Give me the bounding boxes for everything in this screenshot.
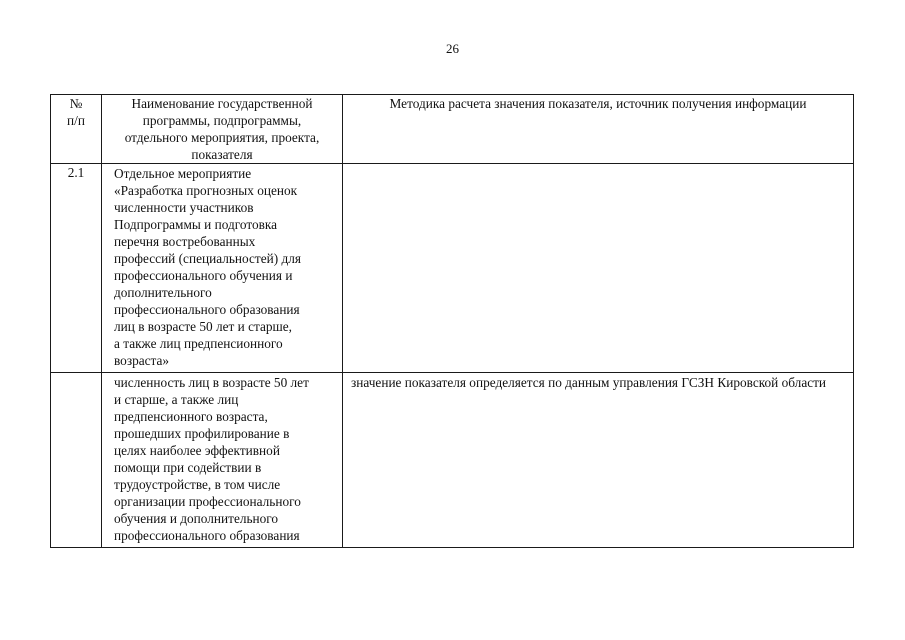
header-name-cell: Наименование государственной программы, подпрограммы, отдельного мероприятия, проекта, показателя [102, 95, 343, 164]
row-num-cell [51, 373, 102, 548]
table-row [51, 164, 854, 373]
row-method-cell: значение показателя определяется по данным управления ГСЗН Кировской области [343, 373, 854, 548]
page-number: 26 [446, 41, 459, 56]
row-name-cell: Отдельное мероприятие «Разработка прогнозных оценок численности участников Подпрограммы и подготовка перечня востребованных профессий (специальностей) для профессионального обучения и дополнительного профессионального образования лиц в возрасте 50 лет и старше, а также лиц предпенсионного возраста» [102, 164, 343, 373]
row-method-cell [343, 164, 854, 373]
indicator-table [50, 94, 854, 548]
header-method-cell: Методика расчета значения показателя, источник получения информации [343, 95, 854, 164]
header-num-cell: № п/п [51, 95, 102, 164]
row-name-cell: численность лиц в возрасте 50 лет и старше, а также лиц предпенсионного возраста, прошедших профилирование в целях наиболее эффективной помощи при содействии в трудоустройстве, в том числе организации профессионального обучения и дополнительного профессионального образования [102, 373, 343, 548]
table-header-row [51, 95, 854, 164]
row-num-cell: 2.1 [51, 164, 102, 373]
table-row [51, 373, 854, 548]
